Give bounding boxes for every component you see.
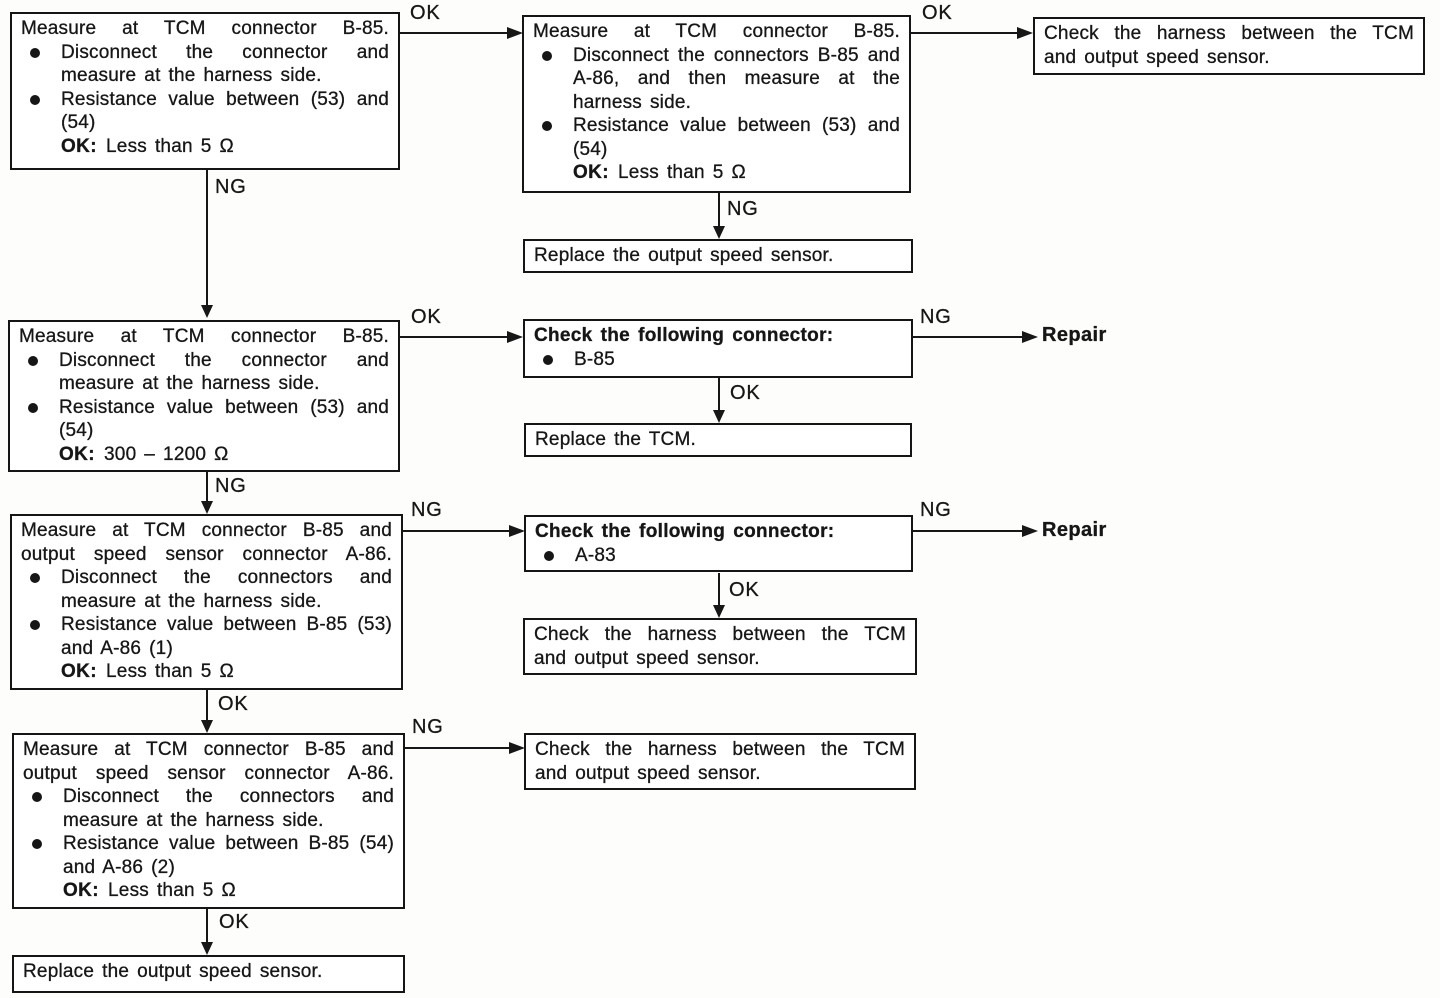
node-check-harness-top <box>1033 17 1425 75</box>
bullet-text: Resistance value between (53) and (54) <box>61 88 389 133</box>
bullet-icon <box>23 785 63 832</box>
node-title: Check the following connector: <box>534 325 834 346</box>
node-title: Measure at TCM connector B-85. <box>21 18 389 39</box>
bullet-text: Disconnect the connector and measure at the harness side. <box>59 349 389 394</box>
arrow-measure5-to-replace-sensor-bottom <box>206 909 208 942</box>
ok-criteria-value: Less than 5 Ω <box>106 135 234 157</box>
edge-label-ng: NG <box>920 306 952 328</box>
node-title: Measure at TCM connector B-85 and output speed sensor connector A-86. <box>21 520 392 565</box>
ok-criteria-value: Less than 5 Ω <box>108 880 236 901</box>
edge-label-ng: NG <box>215 475 247 497</box>
node-measure-tcm-b85-2 <box>522 15 911 193</box>
arrow-conn-a83-to-harness-mid <box>718 573 720 605</box>
node-replace-output-speed-sensor-top <box>523 239 913 273</box>
node-title: Measure at TCM connector B-85. <box>533 21 900 42</box>
edge-label-ok: OK <box>410 2 441 24</box>
ok-criteria-value: Less than 5 Ω <box>106 661 234 682</box>
bullet-item <box>21 41 389 88</box>
bullet-item <box>23 785 394 832</box>
bullet-item <box>21 566 392 613</box>
bullet-icon <box>21 88 61 159</box>
edge-label-ok: OK <box>411 306 442 328</box>
edge-label-ok: OK <box>729 579 760 601</box>
bullet-text: A-83 <box>575 544 616 566</box>
bullet-text: B-85 <box>574 348 615 370</box>
ok-criteria-key: OK: <box>61 135 98 157</box>
ok-criteria-key: OK: <box>59 443 96 465</box>
arrow-conn-b85-to-replace-tcm <box>718 378 720 410</box>
node-replace-tcm <box>524 423 912 457</box>
arrow-measure5-to-harness-bottom <box>405 747 509 749</box>
bullet-item <box>533 44 900 115</box>
edge-label-ok: OK <box>922 2 953 24</box>
bullet-text: Resistance value between (53) and (54) <box>59 396 389 441</box>
node-check-harness-mid <box>523 618 917 675</box>
bullet-text: Resistance value between (53) and (54) <box>573 115 900 160</box>
node-check-connector-a83 <box>524 515 913 572</box>
arrow-measure2-to-replace-sensor-top <box>718 193 720 226</box>
bullet-icon <box>23 832 63 903</box>
bullet-item <box>21 88 389 159</box>
ok-criteria-value: 300 – 1200 Ω <box>104 443 229 465</box>
ok-criteria-key: OK: <box>573 162 610 183</box>
arrow-measure4-to-measure5 <box>206 690 208 720</box>
ok-criteria <box>61 135 389 159</box>
ok-criteria <box>59 443 389 467</box>
node-title: Measure at TCM connector B-85 and output speed sensor connector A-86. <box>23 739 394 784</box>
terminal-repair-2: Repair <box>1042 519 1107 541</box>
bullet-icon <box>21 613 61 684</box>
bullet-text: Disconnect the connectors B-85 and A-86, and then measure at the harness side. <box>573 44 900 113</box>
terminal-repair-1: Repair <box>1042 324 1107 346</box>
edge-label-ng: NG <box>727 198 759 220</box>
arrow-measure2-to-harness-top <box>911 32 1017 34</box>
bullet-icon <box>534 348 574 372</box>
bullet-icon <box>533 44 573 115</box>
edge-label-ng: NG <box>412 716 444 738</box>
bullet-icon <box>21 41 61 88</box>
edge-label-ng: NG <box>411 499 443 521</box>
ok-criteria-key: OK: <box>63 880 100 901</box>
node-replace-output-speed-sensor-bottom <box>12 955 405 993</box>
ok-criteria <box>61 660 392 684</box>
node-text: Check the harness between the TCM and output speed sensor. <box>534 624 906 669</box>
bullet-icon <box>535 544 575 568</box>
bullet-item <box>23 832 394 903</box>
node-text: Check the harness between the TCM and output speed sensor. <box>1044 23 1414 68</box>
bullet-text: Resistance value between B-85 (53) and A-86 (1) <box>61 614 392 659</box>
edge-label-ok: OK <box>730 382 761 404</box>
arrow-conn-b85-to-repair <box>912 336 1022 338</box>
bullet-item <box>19 349 389 396</box>
node-measure-tcm-b85-1 <box>10 12 400 170</box>
node-check-connector-b85 <box>523 319 913 378</box>
bullet-icon <box>21 566 61 613</box>
arrow-measure4-to-conn-a83 <box>403 530 509 532</box>
edge-label-ok: OK <box>219 911 250 933</box>
bullet-text: Disconnect the connectors and measure at the harness side. <box>61 567 392 612</box>
edge-label-ok: OK <box>218 693 249 715</box>
arrow-measure3-to-measure4 <box>206 472 208 501</box>
node-text: Replace the output speed sensor. <box>23 961 323 982</box>
bullet-text: Disconnect the connectors and measure at the harness side. <box>63 786 394 831</box>
bullet-item <box>21 613 392 684</box>
ok-criteria-value: Less than 5 Ω <box>618 162 746 183</box>
node-text: Replace the output speed sensor. <box>534 245 834 266</box>
node-check-harness-bottom <box>524 733 916 790</box>
bullet-item <box>19 396 389 467</box>
bullet-text: Resistance value between B-85 (54) and A-86 (2) <box>63 833 394 878</box>
ok-criteria <box>573 161 900 185</box>
arrow-measure1-to-measure2 <box>400 32 507 34</box>
bullet-icon <box>533 114 573 185</box>
bullet-item <box>533 114 900 185</box>
arrow-conn-a83-to-repair <box>912 530 1022 532</box>
ok-criteria <box>63 879 394 903</box>
edge-label-ng: NG <box>920 499 952 521</box>
ok-criteria-key: OK: <box>61 661 98 682</box>
bullet-icon <box>19 349 59 396</box>
node-text: Replace the TCM. <box>535 429 696 450</box>
arrow-measure3-to-conn-b85 <box>400 336 507 338</box>
node-title: Measure at TCM connector B-85. <box>19 326 389 347</box>
bullet-icon <box>19 396 59 467</box>
bullet-text: Disconnect the connector and measure at the harness side. <box>61 41 389 86</box>
bullet-item <box>535 544 902 568</box>
node-title: Check the following connector: <box>535 521 835 542</box>
bullet-item <box>534 348 902 372</box>
node-measure-tcm-b85-a86-1 <box>10 514 403 690</box>
edge-label-ng: NG <box>215 176 247 198</box>
arrow-measure1-to-measure3 <box>206 170 208 305</box>
node-measure-tcm-b85-3 <box>8 320 400 472</box>
node-text: Check the harness between the TCM and output speed sensor. <box>535 739 905 784</box>
node-measure-tcm-b85-a86-2 <box>12 733 405 909</box>
